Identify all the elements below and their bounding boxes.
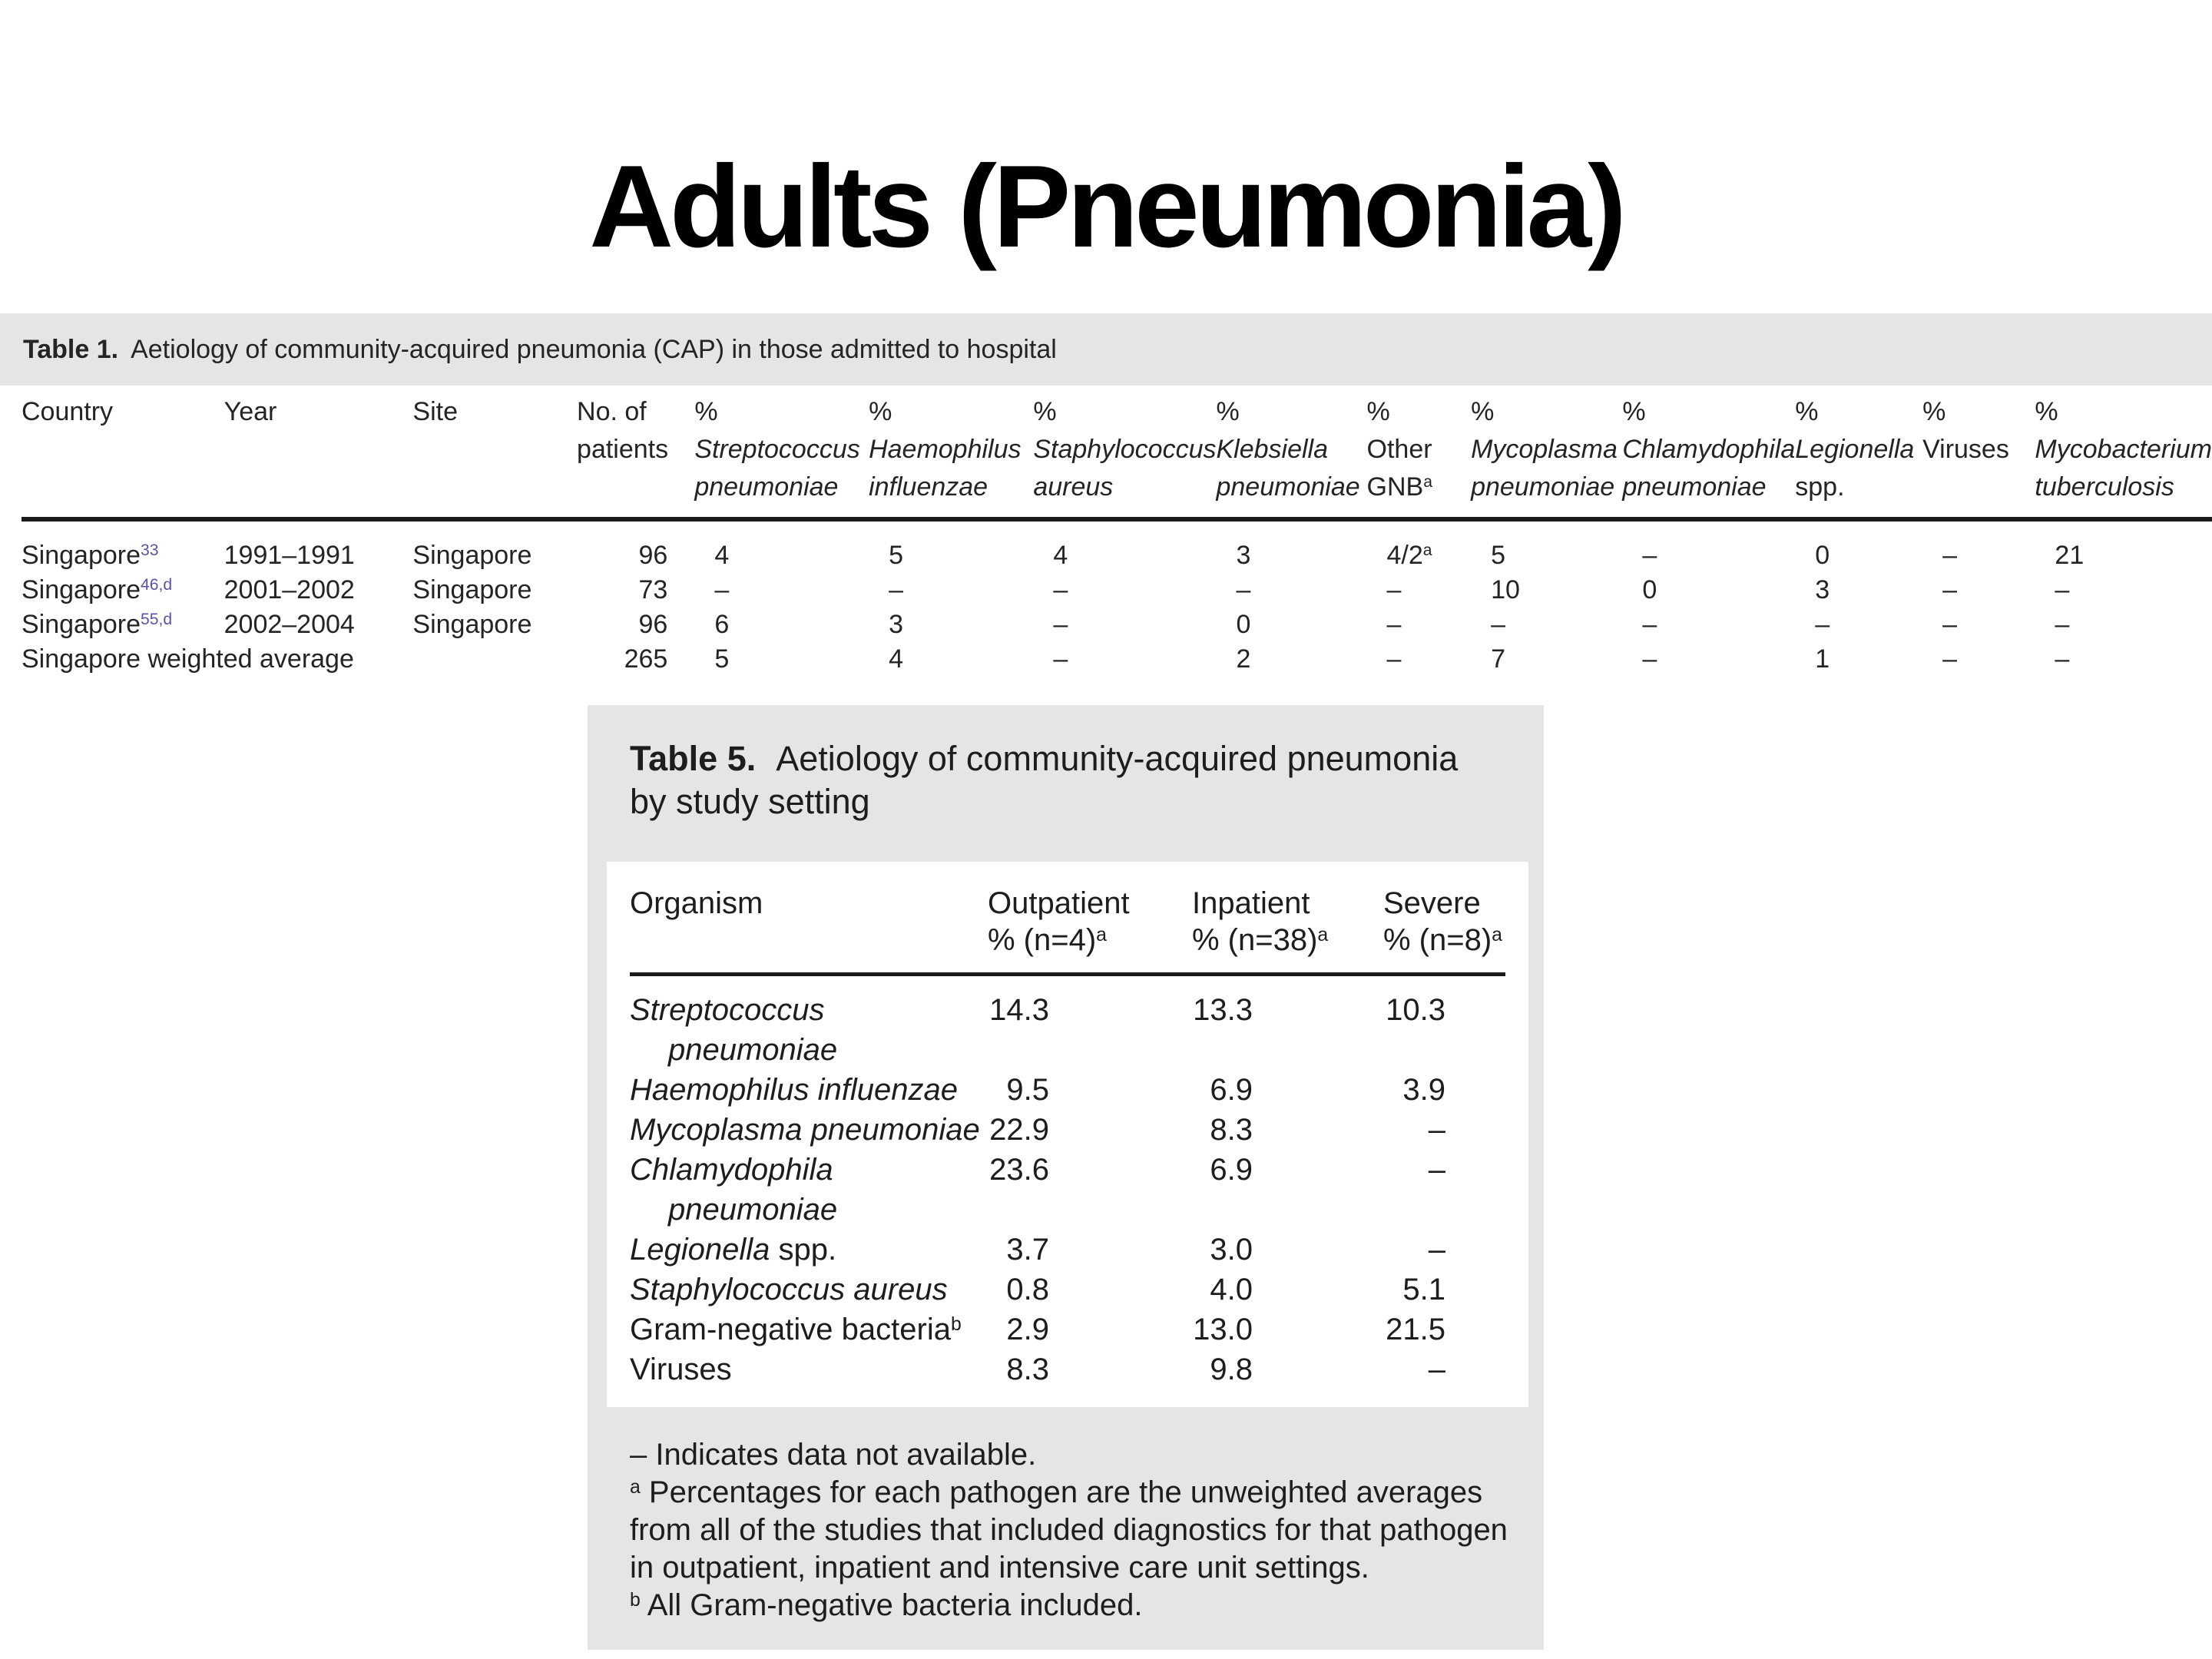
cell-staph: – [1053, 644, 1068, 674]
col-header-inpatient: Inpatient % (n=38)$^a$ [1192, 886, 1329, 957]
cell-chlamydophila: – [1642, 644, 1657, 674]
cell-inpatient: 9.8 [1210, 1353, 1253, 1386]
organism-cell: Streptococcus pneumoniae [630, 993, 838, 1067]
col-header-klebsiella: % Klebsiella pneumoniae [1216, 393, 1366, 519]
cell-severe: 5.1 [1402, 1273, 1445, 1306]
cell-mycoplasma: 5 [1491, 541, 1505, 570]
cell-viruses: – [1942, 644, 1957, 674]
cell-haemophilus: 5 [889, 541, 903, 570]
footnote-marker: b [630, 1589, 641, 1611]
table1-row [22, 573, 2212, 608]
cell-patients: 96 [638, 610, 668, 639]
cell-tb: 21 [2055, 541, 2085, 570]
cell-other-gnb: – [1386, 575, 1402, 604]
col-header-haemophilus: % Haemophilus influenzae [869, 393, 1033, 519]
footnote-marker: a [1492, 924, 1502, 945]
cell-year: 2002–2004 [224, 610, 355, 639]
cell-mycoplasma: 10 [1491, 575, 1520, 604]
organism-cell: Legionella spp. [630, 1233, 837, 1267]
footnote-b: $^b$ All Gram-negative bacteria included. [630, 1588, 1143, 1622]
table5-caption [630, 737, 1490, 823]
footnote-marker: a [1423, 473, 1432, 492]
cell-inpatient: 13.3 [1193, 993, 1253, 1027]
cell-legionella: 3 [1815, 575, 1830, 604]
cell-staph: – [1053, 575, 1068, 604]
table5-header-row [630, 885, 1505, 976]
col-header-patients: No. of patients [577, 393, 694, 519]
table5-footnotes [630, 1436, 1525, 1624]
cell-site: Singapore [412, 541, 532, 570]
organism-cell: Chlamydophila pneumoniae [630, 1153, 838, 1227]
cell-klebsiella: 2 [1236, 644, 1251, 674]
footnote-a: $^a$ Percentages for each pathogen are the unweighted averages from all of the studies that included diagnostics for that pathogen in outpatient, inpatient and intensive care unit settings. [630, 1475, 1508, 1584]
col-header-severe: Severe % (n=8)$^a$ [1383, 886, 1502, 957]
col-header-strep-pneumoniae: % Streptococcus pneumoniae [694, 393, 869, 519]
cell-legionella: 1 [1815, 644, 1830, 674]
organism-cell: Staphylococcus aureus [630, 1273, 948, 1306]
col-header-legionella: % Legionella spp. [1795, 393, 1922, 519]
col-header-mycoplasma: % Mycoplasma pneumoniae [1471, 393, 1622, 519]
table5-body [630, 976, 1505, 1389]
cell-other-gnb: – [1386, 610, 1402, 639]
col-header-country: Country [22, 393, 224, 519]
col-header-mycobacterium: % Mycobacterium tuberculosis [2035, 393, 2212, 519]
cell-year: 2001–2002 [224, 575, 355, 604]
cell-other-gnb: 4/2$^a$ [1386, 541, 1432, 570]
col-header-outpatient: Outpatient % (n=4)$^a$ [988, 886, 1130, 957]
cell-other-gnb: – [1386, 644, 1402, 674]
cell-inpatient: 6.9 [1210, 1073, 1253, 1107]
reference-superscript: 33 [141, 541, 159, 560]
footnote-dash: – Indicates data not available. [630, 1438, 1037, 1472]
col-header-year: Year [224, 393, 413, 519]
col-header-organism: Organism [630, 886, 763, 920]
cell-outpatient: 22.9 [989, 1113, 1049, 1147]
slide-title: Adults (Pneumonia) [589, 141, 1623, 272]
footnote-marker: a [1096, 924, 1107, 945]
cell-staph: 4 [1053, 541, 1068, 570]
cell-outpatient: 2.9 [1006, 1313, 1049, 1346]
cell-mycoplasma: – [1491, 610, 1505, 639]
cell-year: 1991–1991 [224, 541, 355, 570]
table5-row [630, 1310, 1505, 1349]
table5-caption-label: Table 5. [630, 739, 757, 778]
cell-legionella: – [1815, 610, 1830, 639]
table5-row [630, 1230, 1505, 1270]
organism-cell: Gram-negative bacteria$^b$ [630, 1313, 962, 1346]
cell-severe: – [1428, 1153, 1445, 1187]
cell-inpatient: 4.0 [1210, 1273, 1253, 1306]
cell-severe: 3.9 [1402, 1073, 1445, 1107]
organism-cell: Haemophilus influenzae [630, 1073, 958, 1107]
table5-caption-text: Aetiology of community-acquired pneumonia by study setting [630, 739, 1459, 821]
cell-severe: – [1428, 1233, 1445, 1267]
cell-staph: – [1053, 610, 1068, 639]
table5-row [630, 1349, 1505, 1389]
reference-superscript: 46,d [141, 576, 173, 594]
table5-row [630, 1110, 1505, 1150]
cell-strep: 4 [714, 541, 730, 570]
cell-inpatient: 6.9 [1210, 1153, 1253, 1187]
cell-tb: – [2055, 575, 2070, 604]
cell-chlamydophila: – [1642, 541, 1657, 570]
footnote-marker: a [1317, 924, 1329, 945]
cell-chlamydophila: 0 [1642, 575, 1657, 604]
table5-row [630, 1070, 1505, 1110]
organism-cell: Viruses [630, 1353, 732, 1386]
cell-klebsiella: 0 [1236, 610, 1251, 639]
cell-haemophilus: 4 [889, 644, 903, 674]
cell-tb: – [2055, 610, 2070, 639]
cell-mycoplasma: 7 [1491, 644, 1505, 674]
cell-site: Singapore [412, 575, 532, 604]
cell-viruses: – [1942, 610, 1957, 639]
table1-row [22, 519, 2212, 573]
row-label: Singapore$^{33}$ [22, 541, 159, 570]
table1-caption-text: Aetiology of community-acquired pneumonia (CAP) in those admitted to hospital [131, 334, 1057, 364]
cell-haemophilus: – [889, 575, 903, 604]
cell-outpatient: 8.3 [1006, 1353, 1049, 1386]
cell-viruses: – [1942, 575, 1957, 604]
footnote-marker: a [630, 1476, 641, 1498]
table5-row [630, 1150, 1505, 1230]
table1-row [22, 608, 2212, 642]
cell-outpatient: 14.3 [989, 993, 1049, 1027]
cell-severe: 10.3 [1386, 993, 1445, 1027]
table1 [22, 393, 2212, 677]
col-header-chlamydophila: % Chlamydophila pneumoniae [1622, 393, 1795, 519]
footnote-marker: b [950, 1313, 962, 1335]
organism-cell: Mycoplasma pneumoniae [630, 1113, 980, 1147]
cell-klebsiella: – [1236, 575, 1251, 604]
cell-outpatient: 3.7 [1006, 1233, 1049, 1267]
table5-block [588, 705, 1544, 1650]
cell-patients: 96 [638, 541, 668, 570]
cell-outpatient: 23.6 [989, 1153, 1049, 1187]
col-header-other-gnb: % Other GNB$^a$ [1367, 393, 1472, 519]
cell-severe: 21.5 [1386, 1313, 1445, 1346]
col-header-viruses: % Viruses [1922, 393, 2035, 519]
table1-header-row [22, 393, 2212, 519]
cell-strep: 5 [714, 644, 730, 674]
cell-patients: 73 [638, 575, 668, 604]
cell-chlamydophila: – [1642, 610, 1657, 639]
cell-severe: – [1428, 1113, 1445, 1147]
cell-outpatient: 0.8 [1006, 1273, 1049, 1306]
table1-row [22, 642, 2212, 677]
cell-strep: – [714, 575, 730, 604]
cell-klebsiella: 3 [1236, 541, 1251, 570]
footnote-marker: a [1422, 541, 1432, 560]
row-label: Singapore$^{55,d}$ [22, 610, 173, 639]
row-label: Singapore weighted average [22, 644, 354, 674]
cell-severe: – [1428, 1353, 1445, 1386]
cell-inpatient: 8.3 [1210, 1113, 1253, 1147]
cell-legionella: 0 [1815, 541, 1830, 570]
cell-patients: 265 [624, 644, 668, 674]
table1-caption-band [0, 313, 2212, 386]
cell-strep: 6 [714, 610, 730, 639]
cell-haemophilus: 3 [889, 610, 903, 639]
table5-row [630, 990, 1505, 1070]
cell-outpatient: 9.5 [1006, 1073, 1049, 1107]
row-label: Singapore$^{46,d}$ [22, 575, 173, 604]
table5-row [630, 1270, 1505, 1310]
table1-caption-label: Table 1. [23, 334, 119, 364]
cell-site: Singapore [412, 610, 532, 639]
table5-panel [607, 862, 1528, 1407]
cell-viruses: – [1942, 541, 1957, 570]
col-header-site: Site [412, 393, 577, 519]
col-header-staph-aureus: % Staphylococcus aureus [1033, 393, 1216, 519]
reference-superscript: 55,d [141, 611, 173, 629]
cell-inpatient: 3.0 [1210, 1233, 1253, 1267]
cell-inpatient: 13.0 [1193, 1313, 1253, 1346]
cell-tb: – [2055, 644, 2070, 674]
